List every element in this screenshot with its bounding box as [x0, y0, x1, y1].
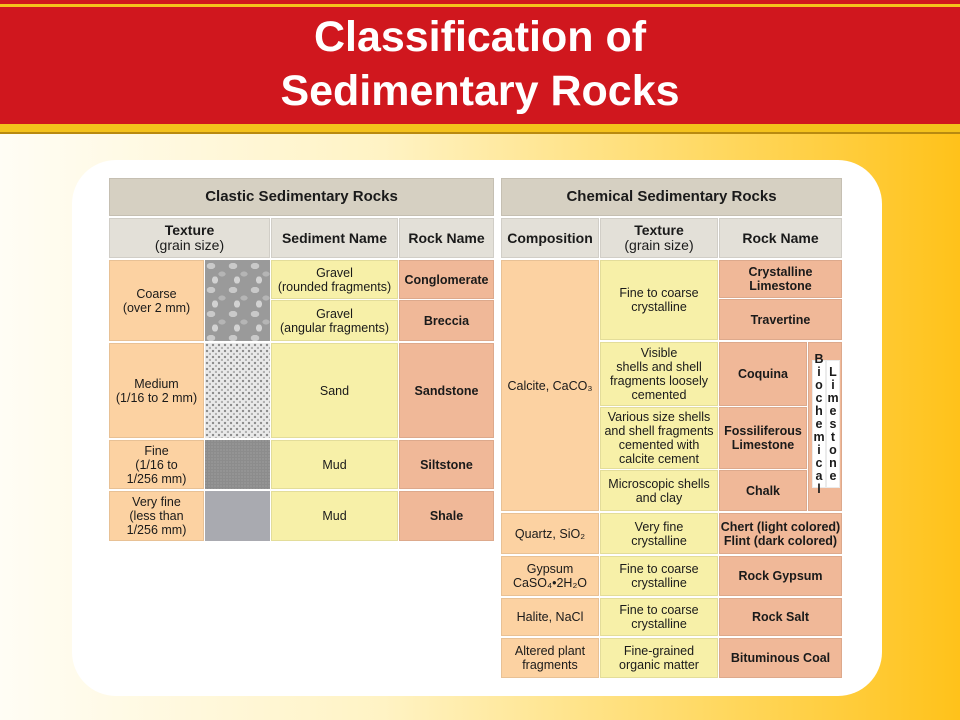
composition-quartz: Quartz, SiO₂	[501, 513, 599, 554]
rock-conglomerate: Conglomerate	[399, 260, 494, 299]
rock-siltstone: Siltstone	[399, 440, 494, 489]
limestone-letter: s	[829, 416, 837, 431]
silt-texture-image	[205, 440, 270, 489]
composition-gypsum: Gypsum CaSO₄•2H₂O	[501, 556, 599, 596]
biochemical-letter: i	[817, 364, 821, 379]
rock-gypsum: Rock Gypsum	[719, 556, 842, 596]
clastic-col-texture	[109, 218, 270, 258]
biochemical-letter: l	[817, 481, 821, 496]
texture-sublabel: (grain size)	[154, 237, 225, 253]
rock-chalk: Chalk	[719, 470, 807, 511]
rock-salt: Rock Salt	[719, 598, 842, 636]
texture-loose-shells: Visible shells and shell fragments loosely cemented	[600, 342, 718, 406]
biochemical-letter: m	[813, 429, 825, 444]
rock-breccia: Breccia	[399, 300, 494, 341]
texture-microscopic-shells: Microscopic shells and clay	[600, 470, 718, 511]
biochemical-letter: c	[815, 390, 823, 405]
texture-label: Texture	[164, 222, 215, 238]
biochemical-letter: o	[815, 377, 823, 392]
rock-coquina: Coquina	[719, 342, 807, 406]
sediment-mud-fine: Mud	[271, 440, 398, 489]
biochemical-letter: i	[817, 442, 821, 457]
limestone-letter: i	[831, 377, 835, 392]
rock-travertine: Travertine	[719, 299, 842, 340]
title-line-1: Classification of	[313, 13, 647, 61]
chemical-col-composition: Composition	[501, 218, 599, 258]
composition-calcite: Calcite, CaCO₃	[501, 260, 599, 511]
slide-title	[0, 10, 960, 118]
chemical-header: Chemical Sedimentary Rocks	[501, 178, 842, 216]
biochemical-letter: c	[815, 455, 823, 470]
biochemical-letter: h	[815, 403, 823, 418]
rock-sandstone: Sandstone	[399, 343, 494, 438]
limestone-letter: L	[829, 364, 837, 379]
clastic-col-sediment: Sediment Name	[271, 218, 398, 258]
texture-quartz: Very fine crystalline	[600, 513, 718, 554]
clay-texture-image	[205, 491, 270, 541]
limestone-letter: n	[829, 455, 837, 470]
chem-texture-sublabel: (grain size)	[624, 237, 694, 253]
limestone-vertical-label	[826, 360, 840, 488]
limestone-letter: o	[829, 442, 837, 457]
texture-very-fine: Very fine (less than 1/256 mm)	[109, 491, 204, 541]
composition-plant-fragments: Altered plant fragments	[501, 638, 599, 678]
clastic-header: Clastic Sedimentary Rocks	[109, 178, 494, 216]
rock-chert-flint: Chert (light colored) Flint (dark colored)	[719, 513, 842, 554]
title-banner	[0, 0, 960, 132]
biochemical-letter: e	[815, 416, 823, 431]
sediment-gravel-rounded: Gravel (rounded fragments)	[271, 260, 398, 299]
gravel-texture-image	[205, 260, 270, 341]
composition-halite: Halite, NaCl	[501, 598, 599, 636]
texture-medium: Medium (1/16 to 2 mm)	[109, 343, 204, 438]
texture-crystalline-calcite: Fine to coarse crystalline	[600, 260, 718, 340]
sediment-sand: Sand	[271, 343, 398, 438]
banner-stripe	[0, 4, 960, 7]
texture-gypsum: Fine to coarse crystalline	[600, 556, 718, 596]
biochemical-letter: a	[815, 468, 823, 483]
texture-cemented-shells: Various size shells and shell fragments cemented with calcite cement	[600, 407, 718, 469]
clastic-col-rock: Rock Name	[399, 218, 494, 258]
limestone-letter: t	[830, 429, 836, 444]
sediment-gravel-angular: Gravel (angular fragments)	[271, 300, 398, 341]
rock-fossiliferous-limestone: Fossiliferous Limestone	[719, 407, 807, 469]
limestone-letter: e	[829, 468, 837, 483]
biochemical-letter: B	[814, 351, 824, 366]
sediment-mud-very-fine: Mud	[271, 491, 398, 541]
rock-crystalline-limestone: Crystalline Limestone	[719, 260, 842, 298]
texture-organic: Fine-grained organic matter	[600, 638, 718, 678]
sand-texture-image	[205, 343, 270, 438]
rock-bituminous-coal: Bituminous Coal	[719, 638, 842, 678]
chemical-col-rock: Rock Name	[719, 218, 842, 258]
texture-coarse: Coarse (over 2 mm)	[109, 260, 204, 341]
chemical-col-texture	[600, 218, 718, 258]
rock-shale: Shale	[399, 491, 494, 541]
biochemical-vertical-label	[812, 351, 826, 496]
texture-halite: Fine to coarse crystalline	[600, 598, 718, 636]
limestone-letter: e	[829, 403, 837, 418]
texture-fine: Fine (1/16 to 1/256 mm)	[109, 440, 204, 489]
chem-texture-label: Texture	[634, 222, 684, 238]
limestone-letter: m	[827, 390, 839, 405]
title-line-2: Sedimentary Rocks	[280, 67, 680, 115]
